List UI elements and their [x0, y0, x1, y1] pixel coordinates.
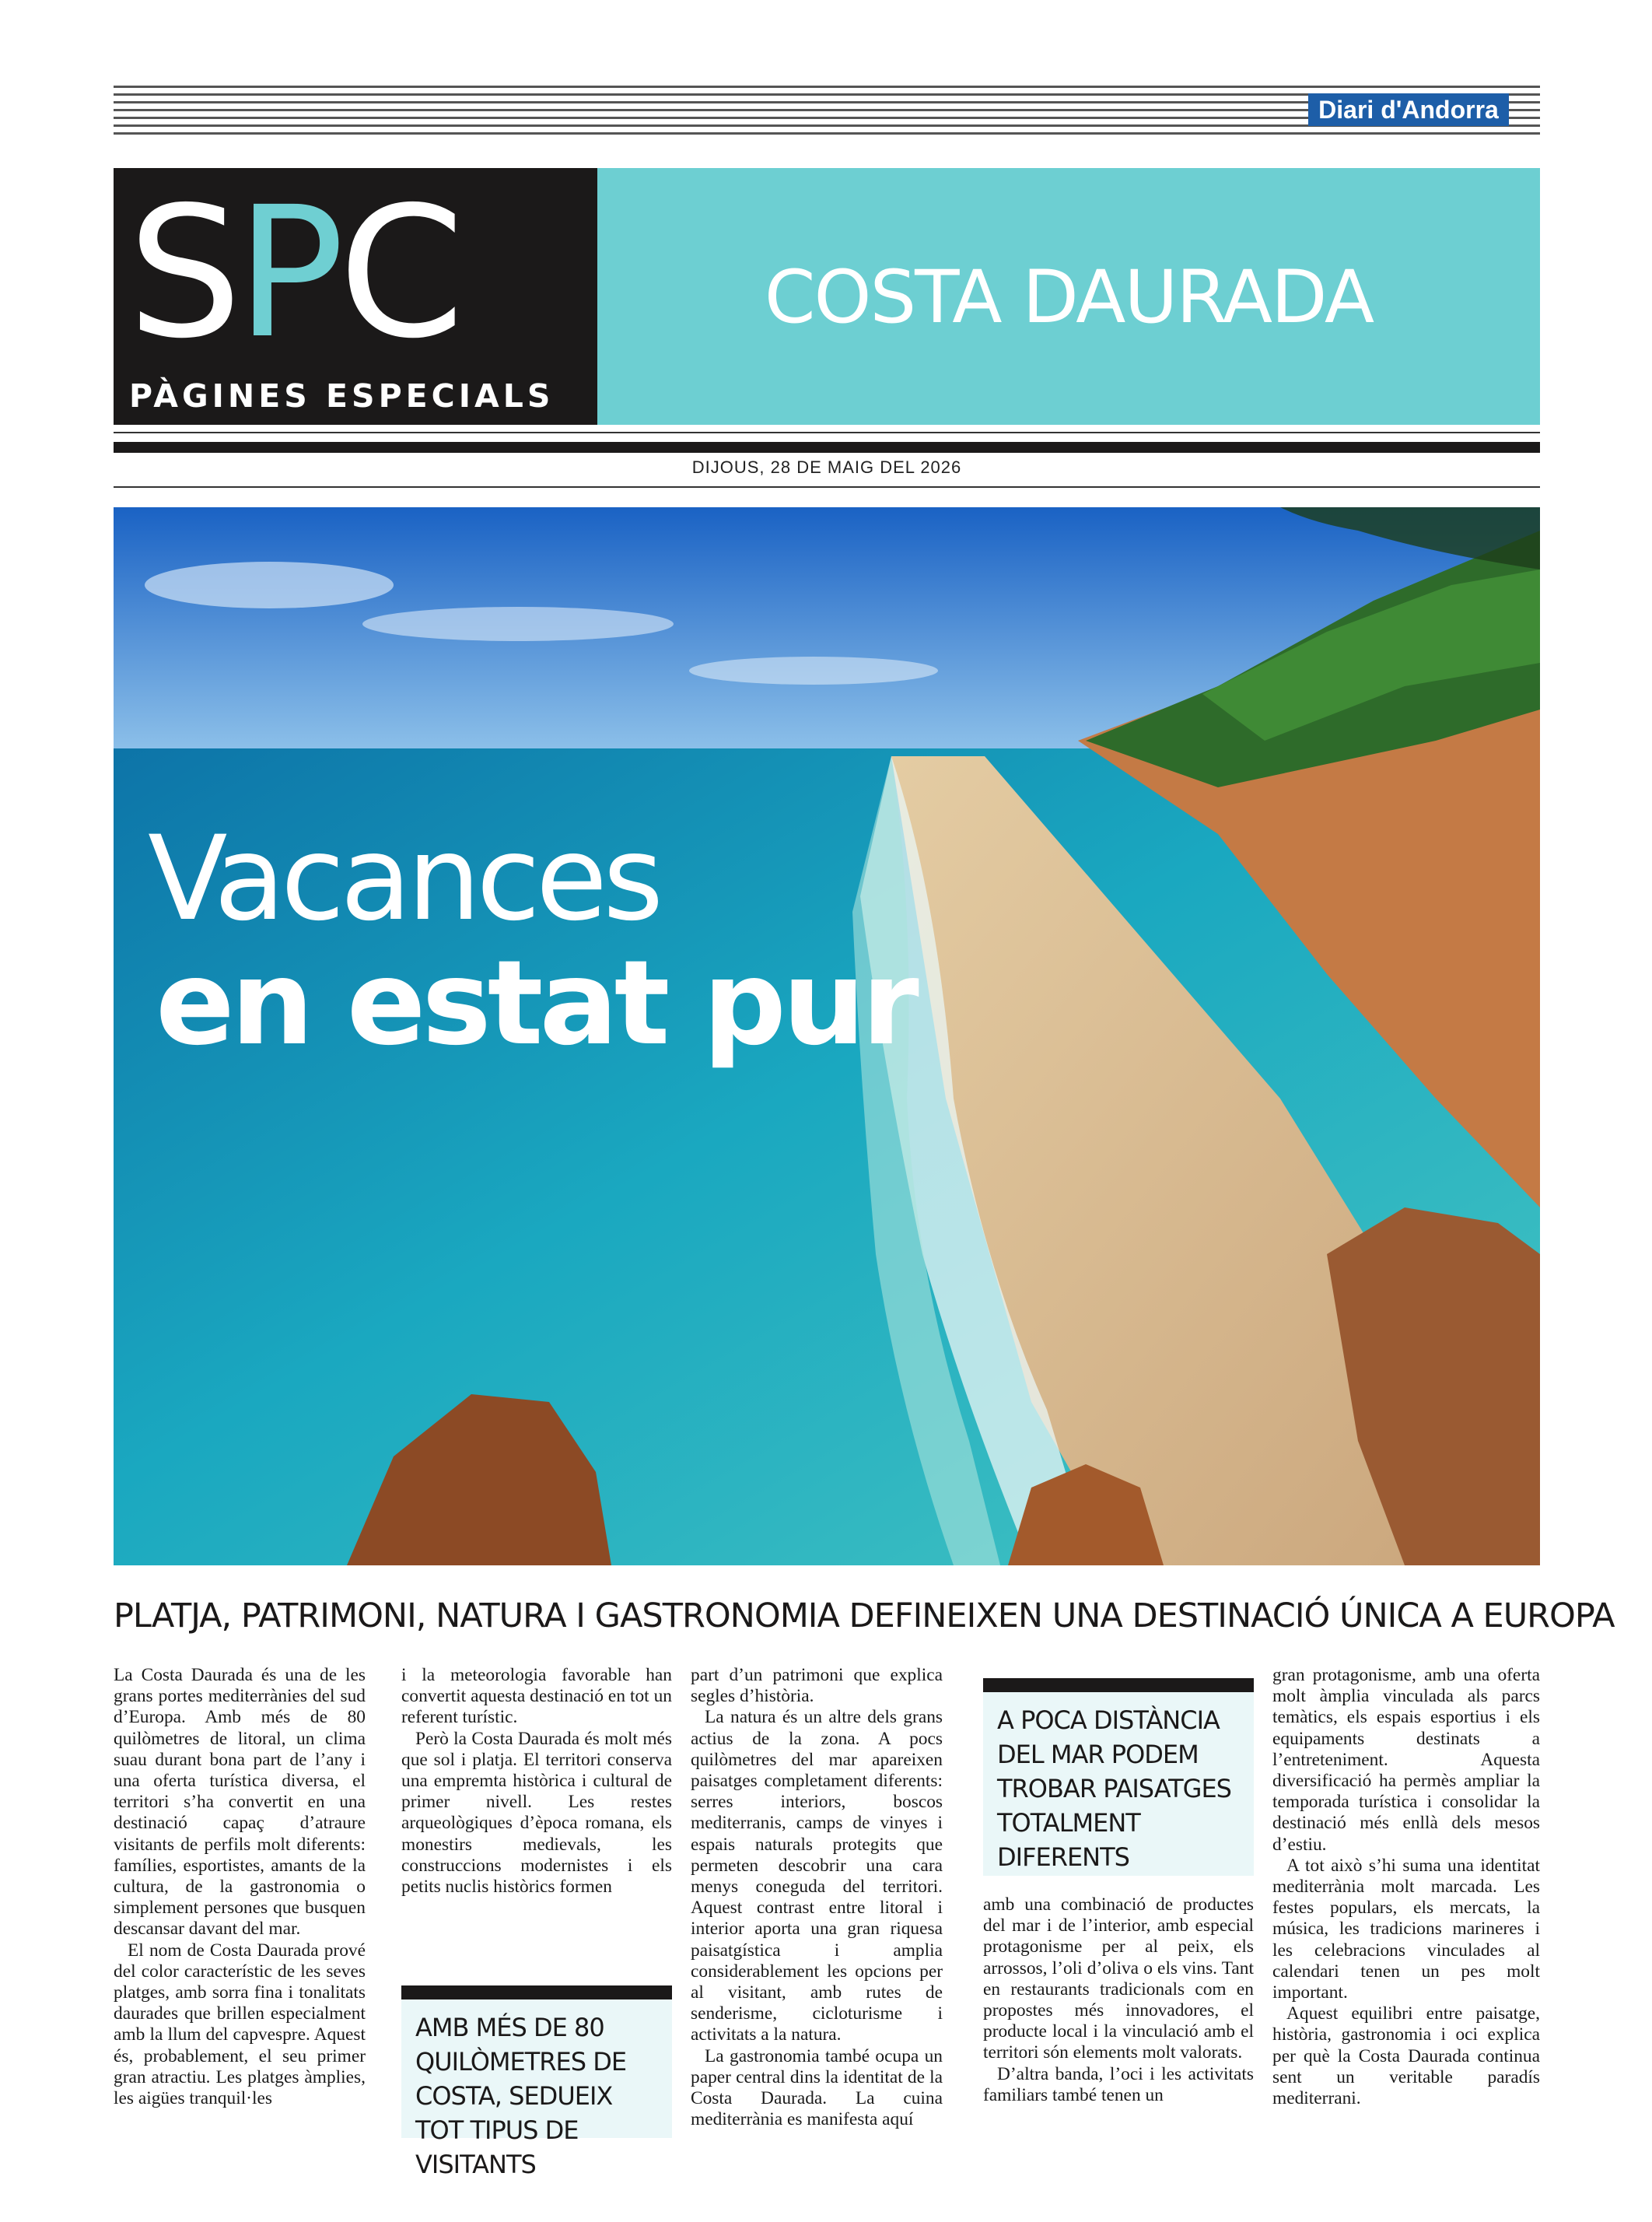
article-column-4	[983, 1894, 1254, 2106]
paragraph: amb una combinació de productes del mar i de l’interior, amb especial protagonisme per al peix, els arrossos, l’oli d’oliva o els vins. Tant en restaurants tradicionals com en propostes més innovadores, el producte local i la vinculació amb el territori són elements molt valorats.	[983, 1894, 1254, 2063]
headline-line-2: en estat pur	[156, 936, 915, 1071]
article-column-2	[401, 1665, 672, 1898]
paragraph: part d’un patrimoni que explica segles d’història.	[691, 1665, 943, 1707]
article-column-1	[114, 1665, 366, 2109]
pull-quote-1: AMB MÉS DE 80 QUILÒMETRES DE COSTA, SEDUEIX TOT TIPUS DE VISITANTS	[401, 1985, 672, 2138]
dateline: DIJOUS, 28 DE MAIG DEL 2026	[691, 457, 962, 477]
newspaper-logo: Diari d'Andorra	[1308, 93, 1509, 126]
section-banner	[597, 168, 1540, 425]
subheadline: PLATJA, PATRIMONI, NATURA I GASTRONOMIA DEFINEIXEN UNA DESTINACIÓ ÚNICA A EUROPA	[114, 1596, 1615, 1635]
article-column-3	[691, 1665, 943, 2130]
paragraph: El nom de Costa Daurada prové del color característic de les seves platges, amb sorra fina i tonalitats daurades que brillen especialment amb la llum del capvespre. Aquest és, probablement, el seu primer gran atractiu. Les platges àmplies, les aigües tranquil·les	[114, 1940, 366, 2109]
spc-logo-word: SPC	[128, 168, 459, 378]
article-column-5	[1272, 1665, 1540, 2109]
paragraph: gran protagonisme, amb una oferta molt àmplia vinculada als parcs temàtics, els espais esportius i els equipaments destinats a l’entreteniment. Aquesta diversificació ha permès ampliar la temporada turística i consolidar la destinació més enllà dels mesos d’estiu.	[1272, 1665, 1540, 1855]
headline-line-1: Vacances	[148, 811, 660, 947]
rule-thick	[114, 442, 1540, 453]
paragraph: La natura és un altre dels grans actius de la zona. A pocs quilòmetres del mar apareixen paisatges completament diferents: serres interiors, boscos mediterranis, camps de vinyes i espais naturals protegits que permeten descobrir una cara menys coneguda del territori. Aquest contrast entre litoral i interior aporta una gran riquesa paisatgística i amplia considerablement les opcions per al visitant, amb rutes de senderisme, cicloturisme i activitats a la natura.	[691, 1707, 943, 2045]
spc-logo-subtitle: PÀGINES ESPECIALS	[129, 377, 555, 415]
rule-thin	[114, 486, 1540, 488]
section-title: COSTA DAURADA	[764, 255, 1374, 340]
pull-quote-2: A POCA DISTÀNCIA DEL MAR PODEM TROBAR PAISATGES TOTALMENT DIFERENTS	[983, 1678, 1254, 1876]
paragraph: A tot això s’hi suma una identitat mediterrània molt marcada. Les festes populars, els mercats, la música, les tradicions marineres i les celebracions vinculades al calendari tenen un pes molt important.	[1272, 1855, 1540, 2003]
rule-top	[114, 432, 1540, 433]
spc-logo	[114, 168, 597, 425]
paragraph: La gastronomia també ocupa un paper central dins la identitat de la Costa Daurada. La cuina mediterrània es manifesta aquí	[691, 2045, 943, 2130]
paragraph: Aquest equilibri entre paisatge, història, gastronomia i oci explica per què la Costa Daurada continua sent un veritable paradís mediterrani.	[1272, 2003, 1540, 2109]
paragraph: La Costa Daurada és una de les grans portes mediterrànies del sud d’Europa. Amb més de 80 quilòmetres de litoral, un clima suau durant bona part de l’any i una oferta turística diversa, el territori s’ha convertit en una destinació capaç d’atraure visitants de perfils molt diferents: famílies, esportistes, amants de la cultura, de la gastronomia o simplement persones que busquen descansar davant del mar.	[114, 1665, 366, 1940]
paragraph: Però la Costa Daurada és molt més que sol i platja. El territori conserva una empremta històrica i cultural de primer nivell. Les restes arqueològiques d’època romana, els monestirs medievals, les construccions modernistes i els petits nuclis històrics formen	[401, 1728, 672, 1898]
paragraph: i la meteorologia favorable han convertit aquesta destinació en tot un referent turístic.	[401, 1665, 672, 1728]
paragraph: D’altra banda, l’oci i les activitats familiars també tenen un	[983, 2063, 1254, 2105]
